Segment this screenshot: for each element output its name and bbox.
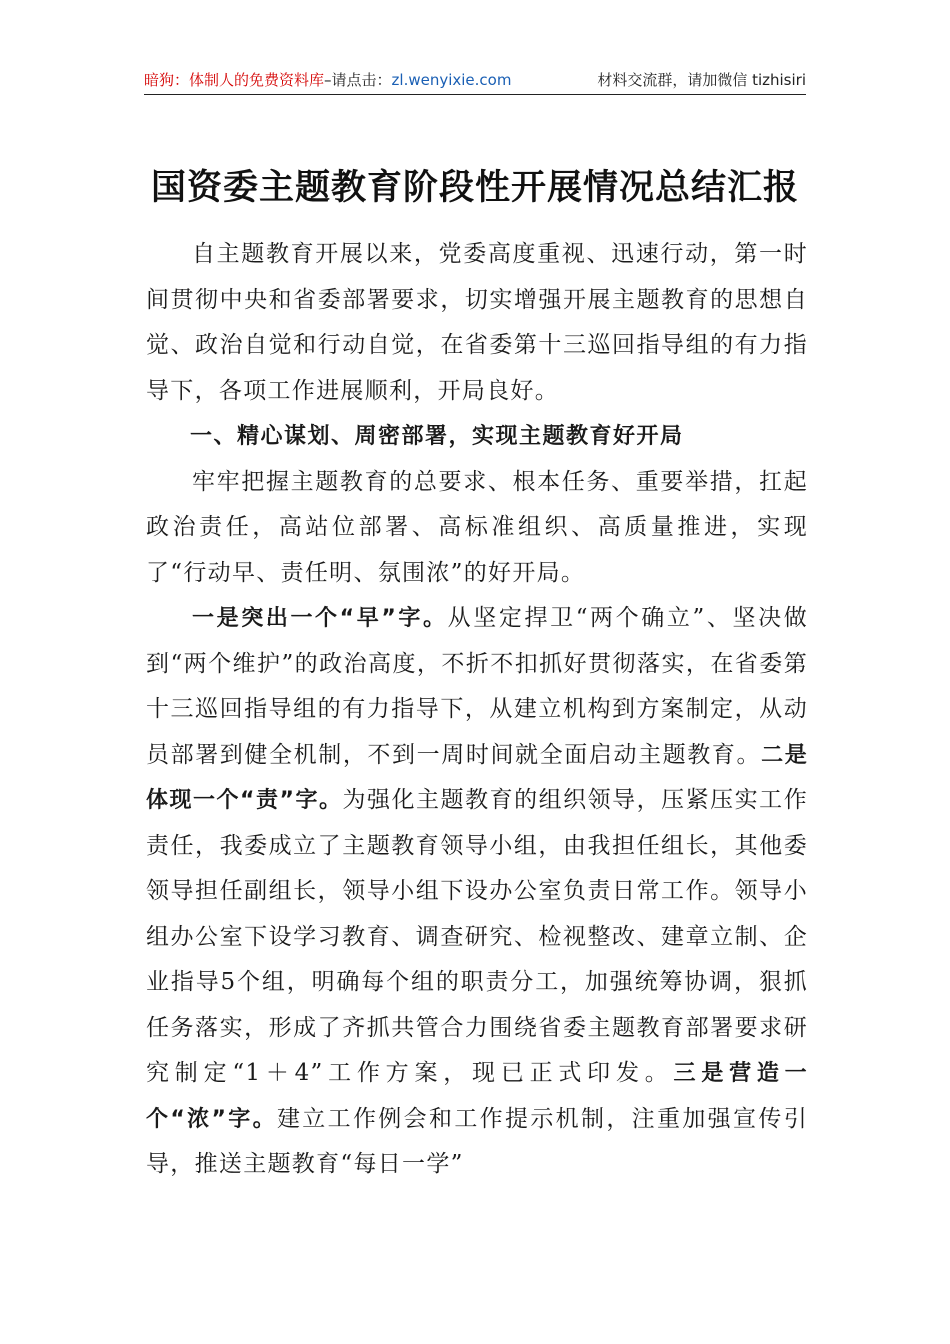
document-body — [146, 232, 808, 1188]
point2-label: 二是体现一个“责”字。 — [146, 742, 808, 813]
header-click-prompt: –请点击： — [324, 71, 392, 89]
point1-label: 一是突出一个“早”字。 — [192, 606, 448, 631]
points-paragraph — [146, 596, 808, 1188]
header-contact: 材料交流群，请加微信 tizhisiri — [597, 71, 806, 89]
header-url-link[interactable]: zl.wenyixie.com — [391, 71, 512, 89]
point3-label: 三是营造一个“浓”字。 — [146, 1061, 808, 1132]
intro-paragraph: 自主题教育开展以来，党委高度重视、迅速行动，第一时间贯彻中央和省委部署要求，切实增强开展主题教育的思想自觉、政治自觉和行动自觉，在省委第十三巡回指导组的有力指导下，各项工作进展顺利，开局良好。 — [146, 241, 808, 404]
document-title: 国资委主题教育阶段性开展情况总结汇报 — [150, 167, 799, 208]
point2-text: 为强化主题教育的组织领导，压紧压实工作责任，我委成立了主题教育领导小组，由我担任组长，其他委领导担任副组长，领导小组下设办公室负责日常工作。领导小组办公室下设学习教育、调查研究、检视整改、建章立制、企业指导5个组，明确每个组的职责分工，加强统筹协调，狠抓任务落实，形成了齐抓共管合力围绕省委主题教育部署要求研究制定“1＋4”工作方案，现已正式印发。 — [146, 787, 808, 1086]
section-heading: 一、精心谋划、周密部署，实现主题教育好开局 — [190, 424, 684, 449]
point1-text: 从坚定捍卫“两个确立”、坚决做到“两个维护”的政治高度，不折不扣抓好贯彻落实，在省委第十三巡回指导组的有力指导下，从建立机构到方案制定，从动员部署到健全机制，不到一周时间就全面启动主题教育。 — [146, 605, 808, 768]
section-summary-paragraph: 牢牢把握主题教育的总要求、根本任务、重要举措，扛起政治责任，高站位部署、高标准组织、高质量推进，实现了“行动早、责任明、氛围浓”的好开局。 — [146, 468, 808, 586]
point3-text: 建立工作例会和工作提示机制，注重加强宣传引导，推送主题教育“每日一学” — [146, 1105, 808, 1177]
header-site-name: 暗狗：体制人的免费资料库 — [144, 71, 325, 89]
page-header — [144, 66, 806, 95]
